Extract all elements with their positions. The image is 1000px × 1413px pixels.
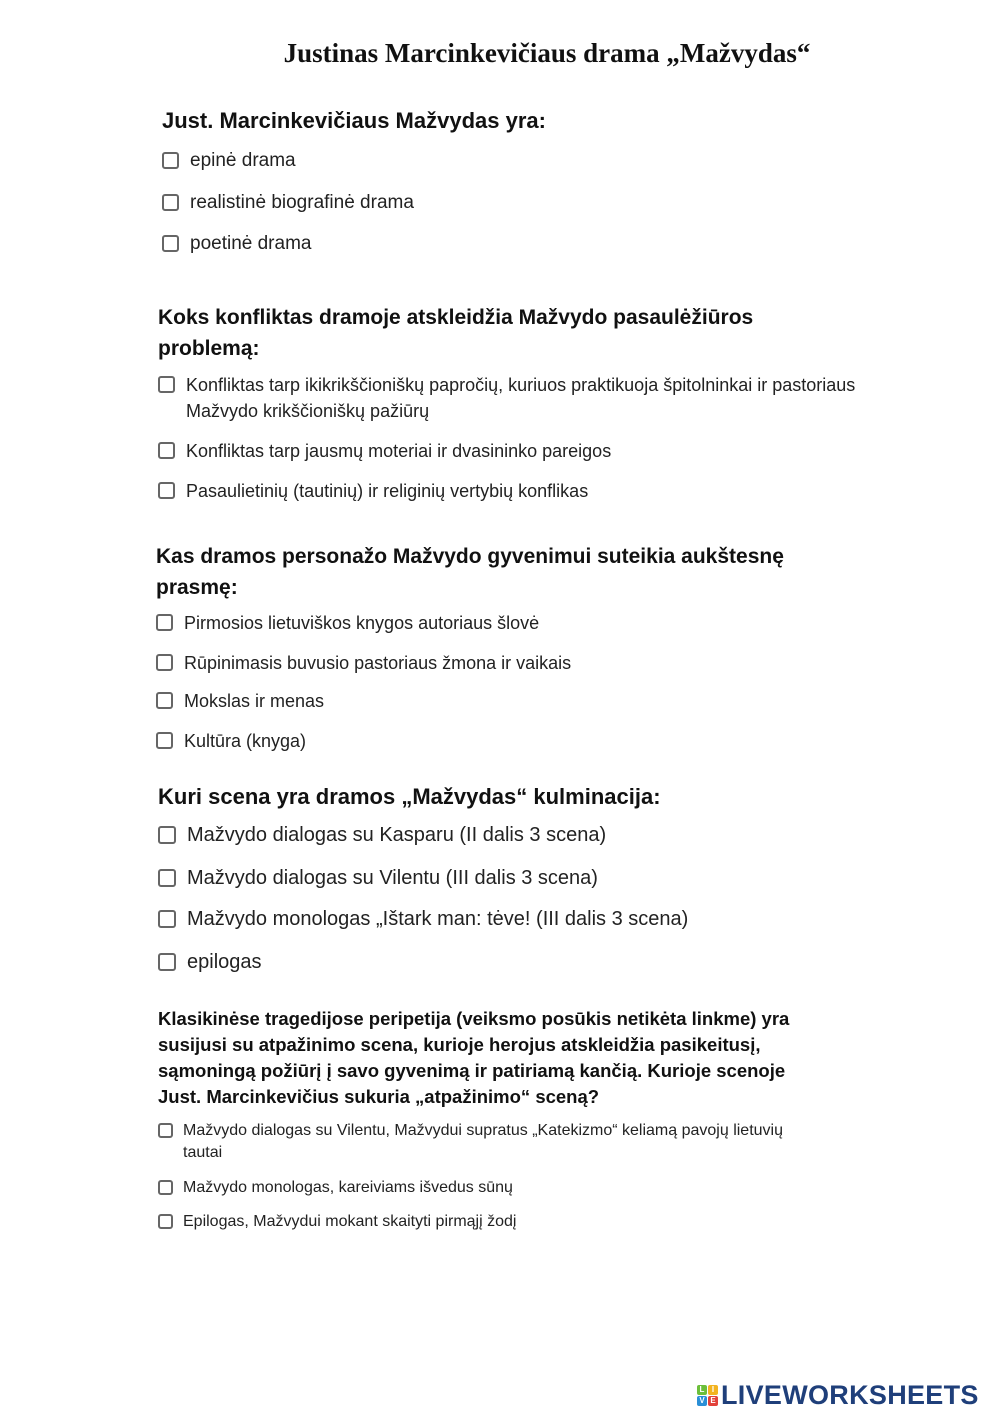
logo-icon [697,1385,718,1406]
option[interactable] [162,192,414,214]
checkbox[interactable] [158,1123,173,1138]
liveworksheets-logo [697,1380,979,1411]
option[interactable] [158,438,611,464]
option-label: Mažvydo dialogas su Kasparu (II dalis 3 scena) [187,824,607,846]
question-heading: Koks konfliktas dramoje atskleidžia Mažvydo pasaulėžiūros problemą: [158,306,754,360]
option[interactable] [162,233,311,255]
option[interactable] [158,866,598,890]
checkbox[interactable] [156,692,173,709]
option-label: Pirmosios lietuviškos knygos autoriaus šlovė [184,613,540,633]
option[interactable] [158,950,262,974]
option-label: Konfliktas tarp jausmų moteriai ir dvasininko pareigos [186,441,612,461]
checkbox[interactable] [156,732,173,749]
logo-letter: E [708,1396,718,1406]
checkbox[interactable] [158,1180,173,1195]
option[interactable] [156,650,571,676]
checkbox[interactable] [158,826,176,844]
logo-letter: V [697,1396,707,1406]
option-label: realistinė biografinė drama [190,192,414,213]
option[interactable] [156,610,539,636]
checkbox[interactable] [158,376,175,393]
checkbox[interactable] [158,869,176,887]
option-label: Mažvydo monologas, kareiviams išvedus sūnų [183,1179,513,1196]
checkbox[interactable] [156,614,173,631]
option[interactable] [158,907,688,931]
option-label: Mažvydo monologas „Ištark man: tėve! (III dalis 3 scena) [187,908,689,930]
checkbox[interactable] [158,953,176,971]
option-label: poetinė drama [190,233,312,254]
question-heading: Kuri scena yra dramos „Mažvydas“ kulminacija: [158,784,661,809]
option-label: epinė drama [190,150,296,171]
option[interactable] [156,728,306,754]
logo-text: LIVEWORKSHEETS [721,1380,979,1410]
option-label: Epilogas, Mažvydui mokant skaityti pirmąjį žodį [183,1213,517,1230]
question-heading: Just. Marcinkevičiaus Mažvydas yra: [162,108,546,133]
question-4 [158,784,858,979]
option-label: Mažvydo dialogas su Vilentu, Mažvydui supratus „Katekizmo“ keliamą pavojų lietuvių tautai [183,1122,783,1161]
checkbox[interactable] [162,194,179,211]
option[interactable] [158,372,858,424]
checkbox[interactable] [158,442,175,459]
checkbox[interactable] [158,482,175,499]
option[interactable] [158,1120,818,1164]
worksheet-title: Justinas Marcinkevičiaus drama „Mažvydas“ [283,38,811,68]
option-label: Rūpinimasis buvusio pastoriaus žmona ir vaikais [184,653,572,673]
option[interactable] [162,150,296,172]
checkbox[interactable] [158,910,176,928]
option[interactable] [158,1211,516,1233]
question-heading: Kas dramos personažo Mažvydo gyvenimui suteikia aukštesnę prasmę: [156,545,784,599]
logo-letter: L [697,1385,707,1395]
option-label: Kultūra (knyga) [184,731,307,751]
option[interactable] [158,478,588,504]
logo-letter: I [708,1385,718,1395]
option[interactable] [158,1177,513,1199]
checkbox[interactable] [162,152,179,169]
option[interactable] [156,688,324,714]
option[interactable] [158,823,606,847]
checkbox[interactable] [158,1214,173,1229]
question-5 [158,1006,858,1236]
checkbox[interactable] [156,654,173,671]
option-label: Pasaulietinių (tautinių) ir religinių vertybių konflikas [186,481,589,501]
question-1 [162,108,862,258]
option-label: epilogas [187,951,262,973]
question-3 [156,541,856,756]
option-label: Mokslas ir menas [184,691,325,711]
option-label: Mažvydo dialogas su Vilentu (III dalis 3 scena) [187,867,598,889]
option-label: Konfliktas tarp ikikrikščioniškų papročių, kuriuos praktikuoja špitolninkai ir pastoriaus Mažvydo krikščioniškų pažiūrų [186,375,856,421]
question-2 [158,302,858,512]
checkbox[interactable] [162,235,179,252]
question-heading: Klasikinėse tragedijose peripetija (veiksmo posūkis netikėta linkme) yra susijusi su atpažinimo scena, kurioje herojus atskleidžia pasikeitusį, sąmoningą požiūrį į savo gyvenimą ir patiriamą kančią. Kurioje scenoje Just. Marcinkevičius sukuria „atpažinimo“ sceną? [158,1008,790,1107]
